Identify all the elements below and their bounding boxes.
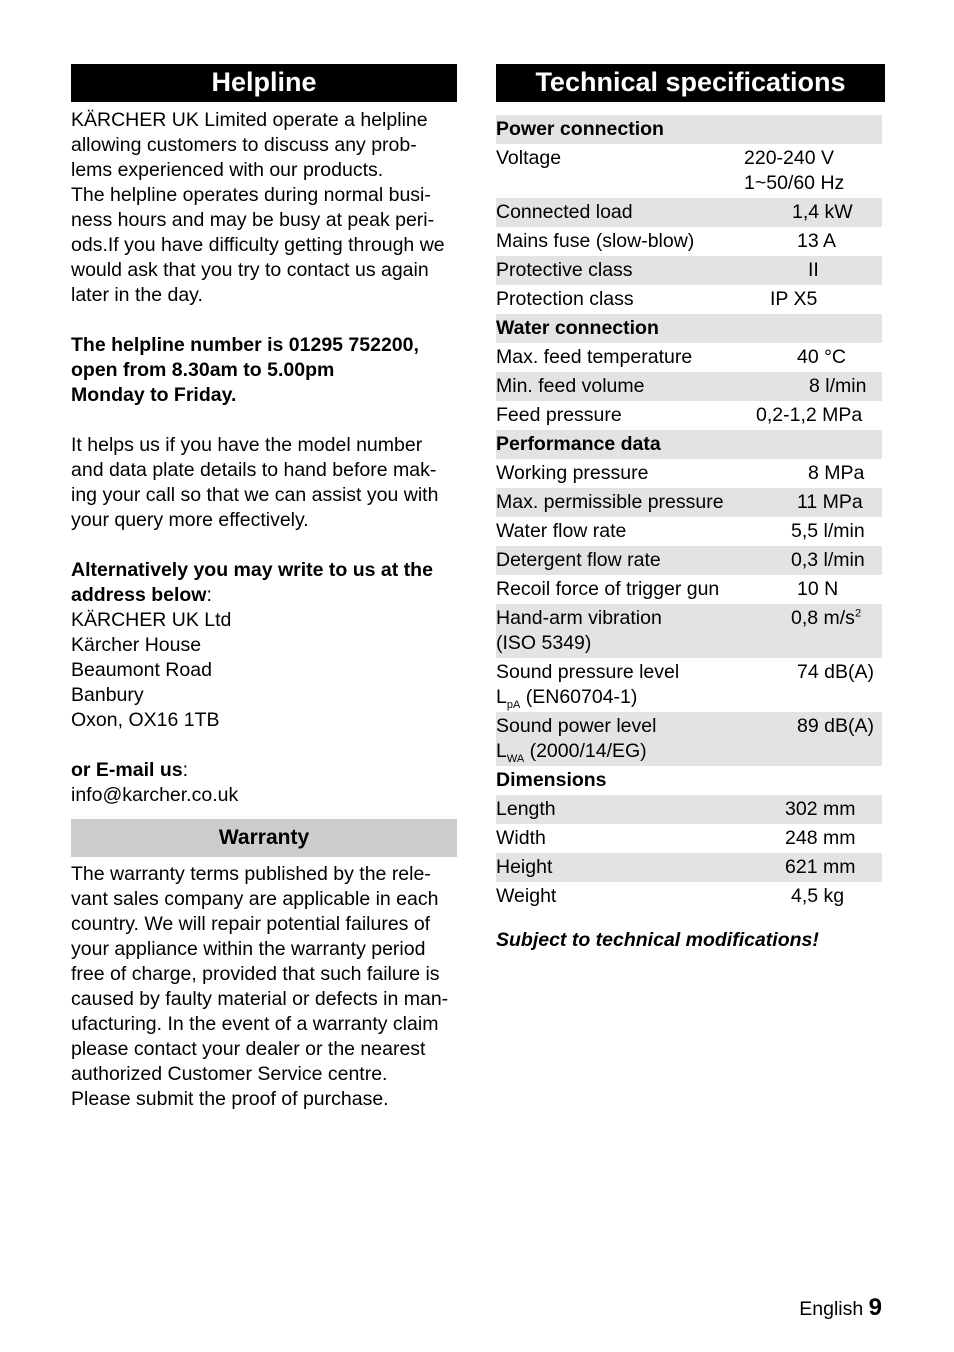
warranty-heading: Warranty (71, 819, 457, 857)
spec-row-feed-temp: Max. feed temperature 40 °C (496, 346, 846, 368)
text-line: caused by faulty material or defects in man- (71, 988, 449, 1010)
address-line: KÄRCHER UK Ltd (71, 609, 232, 631)
text-line: Please submit the proof of purchase. (71, 1088, 389, 1110)
text-line: The warranty terms published by the rele- (71, 863, 431, 885)
text-line: your query more effectively. (71, 509, 309, 531)
helpline-heading: Helpline (71, 64, 457, 102)
spec-row-weight: Weight 4,5 kg (496, 885, 845, 907)
helpline-text: KÄRCHER UK Limited operate a helpline allowing customers to discuss any prob- lems experienced with our products. The helpline operates during normal busi- ness hours and may be busy at peak peri- ods.If you have difficulty getting through we would ask that you try to contact us again later in the day. The helpline number is 01295 752200, open from 8.30am to 5.00pm Monday to Friday. It helps us if you have the model number and data plate details to hand before mak- ing your call so that we can assist you with your query more effectively. Alternatively you may write to us at the address below: KÄRCHER UK Ltd Kärcher House Beaumont Road Banbury Oxon, OX16 1TB or E-mail us: info@karcher.co.uk (71, 108, 457, 808)
text-line: KÄRCHER UK Limited operate a helpline (71, 109, 428, 131)
page-footer (799, 1294, 882, 1322)
modification-note: Subject to technical modifications! (496, 929, 819, 951)
spec-row-width: Width 248 mm (496, 827, 856, 849)
text-line: ness hours and may be busy at peak peri- (71, 209, 435, 231)
helpline-days: Monday to Friday. (71, 384, 237, 406)
text-line: authorized Customer Service centre. (71, 1063, 388, 1085)
text-line: lems experienced with our products. (71, 159, 384, 181)
specs-heading: Technical specifications (496, 64, 885, 102)
spec-row-flow: Water flow rate 5,5 l/min (496, 520, 865, 542)
text-line: free of charge, provided that such failure is (71, 963, 440, 985)
address-line: Beaumont Road (71, 659, 212, 681)
address-line: Kärcher House (71, 634, 202, 656)
section-dimensions: Dimensions (496, 769, 607, 791)
spec-row-max-press: Max. permissible pressure 11 MPa (496, 488, 882, 517)
footer-language: English (799, 1298, 864, 1320)
spec-row-sound-pressure: Sound pressure level $L_{pA}$ (EN60704-1) 74 dB(A) (496, 661, 874, 711)
text-line: The helpline operates during normal busi- (71, 184, 431, 206)
text-line: country. We will repair potential failures of (71, 913, 431, 935)
warranty-text (71, 862, 457, 1112)
spec-row-protection: Protection class IP X5 (496, 288, 818, 310)
address-line: Banbury (71, 684, 144, 706)
text-line: and data plate details to hand before mak- (71, 459, 437, 481)
text-line: please contact your dealer or the nearest (71, 1038, 426, 1060)
email-label: or E-mail us (71, 759, 183, 781)
text-line: allowing customers to discuss any prob- (71, 134, 417, 156)
write-heading: address below (71, 584, 207, 606)
spec-row-work-press: Working pressure 8 MPa (496, 462, 865, 484)
spec-row-recoil: Recoil force of trigger gun 10 N (496, 578, 839, 600)
spec-table (496, 115, 882, 911)
helpline-number: The helpline number is 01295 752200, (71, 334, 419, 356)
section-performance: Performance data (496, 430, 882, 459)
spec-row-vibration: Hand-arm vibration (ISO 5349) 0,8 $m/s^2$ (496, 604, 882, 658)
left-column (71, 64, 457, 1112)
section-power: Power connection (496, 115, 882, 144)
spec-row-sound-power: Sound power level $L_{WA}$ (2000/14/EG) 89 dB(A) (496, 712, 882, 766)
text-line: ods.If you have difficulty getting through we (71, 234, 445, 256)
text-line: ing your call so that we can assist you with (71, 484, 439, 506)
text-line: It helps us if you have the model number (71, 434, 423, 456)
helpline-hours: open from 8.30am to 5.00pm (71, 359, 335, 381)
spec-row-feed-vol: Min. feed volume 8 l/min (496, 372, 882, 401)
section-water: Water connection (496, 314, 882, 343)
text-line: vant sales company are applicable in each (71, 888, 439, 910)
email-address: info@karcher.co.uk (71, 784, 239, 806)
right-column (496, 64, 885, 952)
page-number: 9 (868, 1294, 882, 1321)
address-line: Oxon, OX16 1TB (71, 709, 220, 731)
text-line: your appliance within the warranty period (71, 938, 426, 960)
spec-row-fuse: Mains fuse (slow-blow) 13 A (496, 230, 837, 252)
spec-row-protective: Protective class II (496, 256, 882, 285)
spec-row-det-flow: Detergent flow rate 0,3 l/min (496, 546, 882, 575)
spec-row-height: Height 621 mm (496, 853, 882, 882)
spec-row-length: Length 302 mm (496, 795, 882, 824)
write-heading: Alternatively you may write to us at the (71, 559, 433, 581)
text-line: later in the day. (71, 284, 203, 306)
text-line: ufacturing. In the event of a warranty claim (71, 1013, 439, 1035)
spec-row-load: Connected load 1,4 kW (496, 198, 882, 227)
spec-row-voltage: Voltage 220-240 V 1~50/60 Hz (496, 147, 845, 194)
spec-row-feed-press: Feed pressure 0,2-1,2 MPa (496, 404, 863, 426)
text-line: would ask that you try to contact us again (71, 259, 429, 281)
